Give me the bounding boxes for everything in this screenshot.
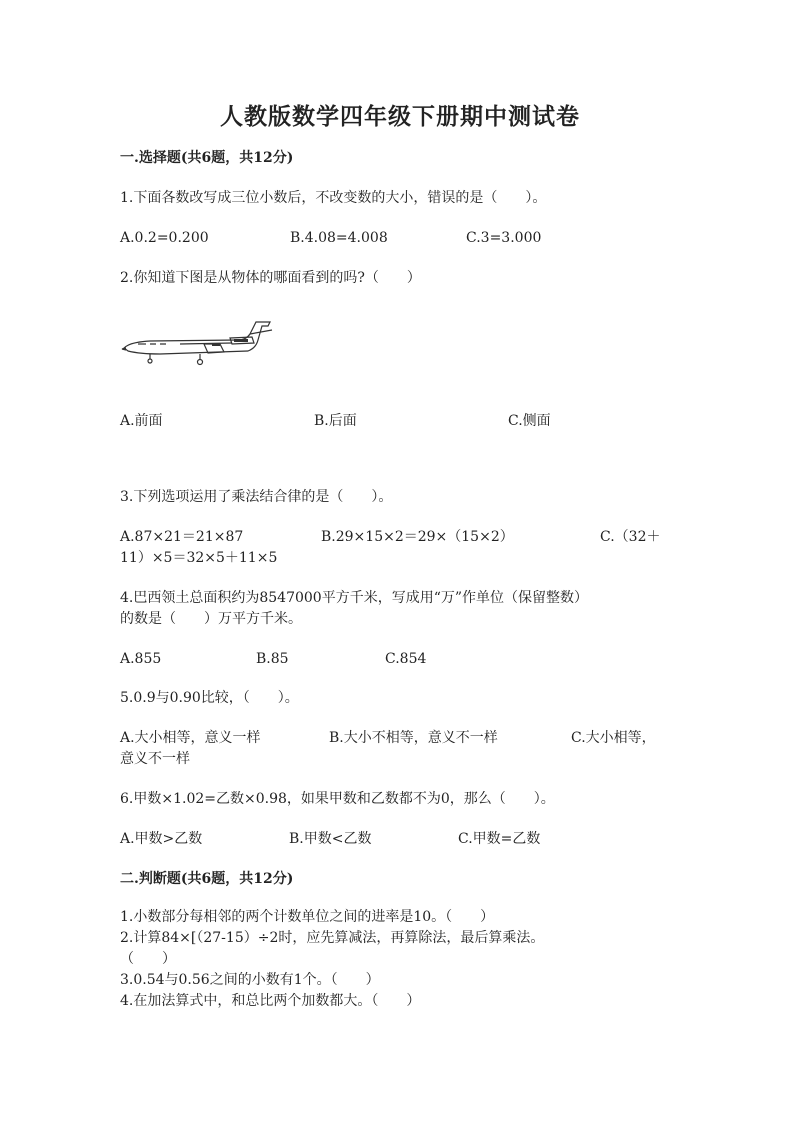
question-stem: 1.下面各数改写成三位小数后，不改变数的大小，错误的是（ ）。 — [120, 190, 547, 206]
option-c-continued: 11）×5＝32×5＋11×5 — [120, 550, 278, 566]
question-stem: 6.甲数×1.02=乙数×0.98，如果甲数和乙数都不为0，那么（ ）。 — [120, 791, 555, 807]
section-heading-judgement: 二.判断题(共6题，共12分) — [120, 871, 294, 887]
option-a: A.大小相等，意义一样 — [120, 730, 261, 746]
option-c: C.854 — [385, 651, 427, 667]
option-c: C.（32＋ — [600, 529, 661, 545]
section-heading-choice: 一.选择题(共6题，共12分) — [120, 150, 294, 166]
question-stem: 3.下列选项运用了乘法结合律的是（ ）。 — [120, 489, 393, 505]
option-c: C.侧面 — [508, 413, 551, 429]
judgement-item-continued: （ ） — [120, 951, 176, 967]
question-stem: 5.0.9与0.90比较，（ ）。 — [120, 690, 299, 706]
option-c-continued: 意义不一样 — [120, 751, 190, 767]
option-c: C.大小相等， — [571, 730, 656, 746]
option-a: A.前面 — [120, 413, 163, 429]
option-b: B.后面 — [314, 413, 357, 429]
judgement-item: 1.小数部分每相邻的两个计数单位之间的进率是10。（ ） — [120, 909, 495, 925]
page-title: 人教版数学四年级下册期中测试卷 — [220, 103, 580, 130]
option-c: C.甲数=乙数 — [458, 831, 541, 847]
option-a: A.0.2=0.200 — [120, 230, 209, 246]
option-b: B.29×15×2＝29×（15×2） — [321, 529, 514, 545]
airplane-figure — [120, 318, 275, 370]
option-a: A.855 — [120, 651, 162, 667]
question-stem: 2.你知道下图是从物体的哪面看到的吗?（ ） — [120, 270, 421, 286]
option-a: A.87×21＝21×87 — [120, 529, 244, 545]
question-stem-continued: 的数是（ ）万平方千米。 — [120, 611, 302, 627]
option-b: B.甲数<乙数 — [289, 831, 372, 847]
option-b: B.85 — [256, 651, 289, 667]
judgement-item: 2.计算84×[（27-15）÷2时，应先算减法，再算除法，最后算乘法。 — [120, 930, 545, 946]
option-b: B.大小不相等，意义不一样 — [329, 730, 498, 746]
question-stem: 4.巴西领土总面积约为8547000平方千米，写成用“万”作单位（保留整数） — [120, 590, 589, 606]
judgement-item: 4.在加法算式中，和总比两个加数都大。（ ） — [120, 993, 421, 1009]
option-a: A.甲数>乙数 — [120, 831, 203, 847]
option-b: B.4.08=4.008 — [290, 230, 388, 246]
judgement-item: 3.0.54与0.56之间的小数有1个。（ ） — [120, 972, 380, 988]
option-c: C.3=3.000 — [466, 230, 542, 246]
